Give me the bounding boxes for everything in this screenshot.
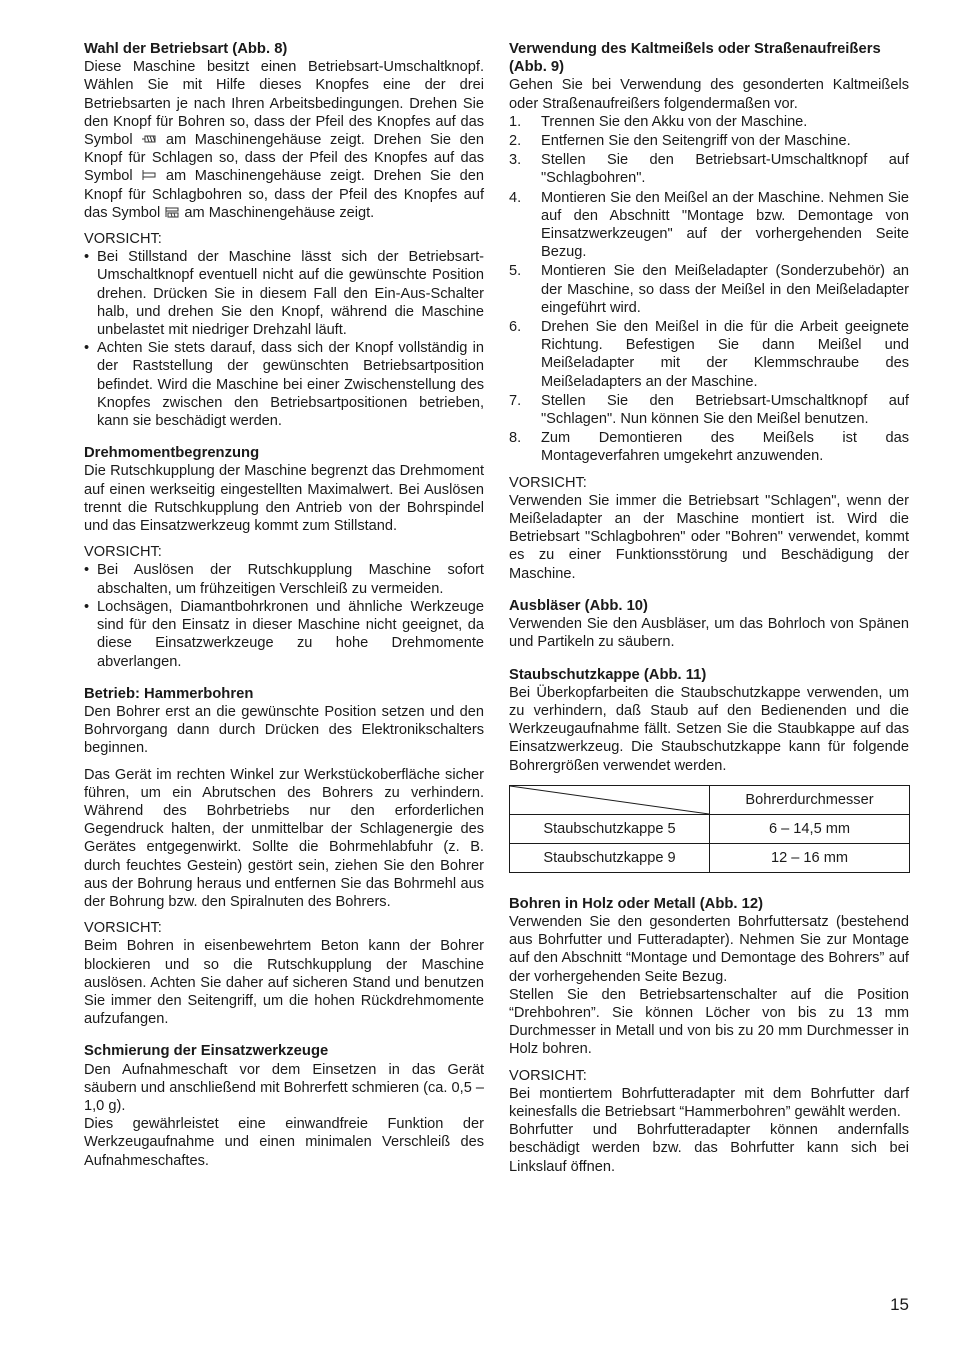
section-text-schmierung: Den Aufnahmeschaft vor dem Einsetzen in das Gerät säubern und anschließend mit Bohrerfett schmieren (ca. 0,5 – 1,0 g). (84, 1061, 484, 1114)
section-title-drehmoment: Drehmomentbegrenzung (84, 445, 260, 462)
list-item: 2. Entfernen Sie den Seitengriff von der Maschine. (509, 133, 851, 150)
caution-text: Verwenden Sie immer die Betriebsart "Schlagen", wenn der Meißeladapter an der Maschine montiert ist. Wird die Betriebsart "Schlagbohren" oder "Bohren" verwendet, kommt es zu einer Funktionsstörung und Beschädigung der Maschine. (509, 492, 909, 582)
section-text-drehmoment: Die Rutschkupplung der Maschine begrenzt das Drehmoment auf einen werkseitig eingestellten Maximalwert. Bei Auslösen trennt die Rutschkupplung den Antrieb von der Bohrspindel und das Einsatzwerkzeug kommt zum Stillstand. (84, 463, 484, 535)
list-item: • Lochsägen, Diamantbohrkronen und ähnliche Werkzeuge sind für den Einsatz in dieser Maschine nicht geeignet, da diese Einsatzwerkzeuge zu hohe Drehmomente abverlangen. (84, 598, 484, 671)
diagonal-line (510, 786, 709, 814)
list-item: 5. Montieren Sie den Meißeladapter (Sonderzubehör) an der Maschine, so dass der Meißel in den Meißeladapter eingeführt wird. (509, 263, 909, 316)
dust-cap-table (509, 785, 910, 873)
page-number: 15 (890, 1295, 909, 1314)
hammer-mode-icon (141, 169, 157, 181)
caution-text: Bohrfutter und Bohrfutteradapter können andernfalls beschädigt werden bzw. das Bohrfutter kann sich bei Linkslauf öffnen. (509, 1122, 909, 1175)
section-title-staubschutzkappe: Staubschutzkappe (Abb. 11) (509, 666, 707, 683)
left-column (84, 40, 484, 1170)
caution-label: VORSICHT: (84, 920, 162, 937)
section-text-staubschutzkappe: Bei Überkopfarbeiten die Staubschutzkappe verwenden, um zu verhindern, daß Staub auf den Bedienenden und die Werkzeugaufnahme fällt. Setzen Sie die Staubkappe auf das Einsatzwerkzeug. Die Staubschutzkappe kann für folgende Bohrergrößen verwendet werden. (509, 684, 909, 774)
section-title-holz-metall: Bohren in Holz oder Metall (Abb. 12) (509, 895, 764, 912)
list-item: 3. Stellen Sie den Betriebsart-Umschaltknopf auf "Schlagbohren". (509, 152, 909, 187)
table-cell: 12 – 16 mm (710, 843, 910, 872)
section-text-betriebsart: Diese Maschine besitzt einen Betriebsart-Umschaltknopf. Wählen Sie mit Hilfe dieses Knopfes eine der drei Betriebsarten je nach Ihren Arbeitsbedingungen. Drehen Sie den Knopf für Bohren so, dass der Pfeil des Knopfes auf das Symbol am Maschinengehäuse zeigt. Drehen Sie den Knopf für Schlagen so, dass der Pfeil des Knopfes auf das Symbol am Maschinengehäuse zeigt. Drehen Sie den Knopf für Schlagbohren so, dass der Pfeil des Knopfes auf das Symbol am Maschinengehäuse zeigt. (84, 59, 485, 221)
table-row (510, 843, 910, 872)
section-text-ausblaeser: Verwenden Sie den Ausbläser, um das Bohrloch von Spänen und Partikeln zu säubern. (509, 616, 909, 651)
table-header-row (510, 785, 910, 814)
section-title-hammerbohren: Betrieb: Hammerbohren (84, 685, 254, 702)
table-cell: 6 – 14,5 mm (710, 814, 910, 843)
section-text-hammerbohren: Den Bohrer erst an die gewünschte Position setzen und den Bohrvorgang dann durch Drücken des Elektronikschalters beginnen. (84, 703, 484, 757)
hammer-drill-mode-icon (164, 206, 180, 218)
caution-label: VORSICHT: (509, 1067, 587, 1084)
list-item: 7. Stellen Sie den Betriebsart-Umschaltknopf auf "Schlagen". Nun können Sie den Meißel benutzen. (509, 392, 909, 428)
list-item: 6. Drehen Sie den Meißel in die für die Arbeit geeignete Richtung. Befestigen Sie dann Meißel und Meißeladapter mit der Klemmschraube des Meißeladapters an der Maschine. (509, 319, 909, 390)
caution-label: VORSICHT: (84, 231, 162, 248)
list-item: • Achten Sie stets darauf, dass sich der Knopf vollständig in der Raststellung der gewünschten Betriebsartposition befindet. Wird die Maschine bei einer Zwischenstellung des Knopfes zwischen den Betriebsartpositionen betrieben, kann sie beschädigt werden. (84, 339, 484, 430)
section-title-schmierung: Schmierung der Einsatzwerkzeuge (84, 1043, 329, 1060)
list-item: • Bei Stillstand der Maschine lässt sich der Betriebsart-Umschaltknopf eventuell nicht auf die gewünschte Position drehen. Drücken Sie in diesem Fall den Ein-Aus-Schalter halb, und drehen Sie den Knopf, während die Maschine unbelastet mit niedriger Drehzahl läuft. (84, 248, 484, 339)
right-column (509, 40, 909, 1176)
steps-list (509, 113, 909, 466)
caution-text: Bei montiertem Bohrfutteradapter mit dem Bohrfutter darf keinesfalls die Betriebsart “Hammerbohren” gewählt werden. (509, 1085, 909, 1120)
section-text-kaltmeissel: Gehen Sie bei Verwendung des gesonderten Kaltmeißels oder Straßenaufreißers folgendermaßen vor. (509, 77, 909, 112)
section-text-hammerbohren: Das Gerät im rechten Winkel zur Werkstückoberfläche sicher führen, um ein Abrutschen des Bohrers zu verhindern. Während des Bohrbetriebs nur den erforderlichen Gegendruck halten, der unmittelbar der Schlagenergie des Gerätes entgegenwirkt. Sollte die Bohrmehlabfuhr (z. B. durch feuchtes Gestein) gestört sein, ziehen Sie den Bohrer aus der Bohrung heraus und entfernen Sie das Bohrmehl aus der Bohrung bzw. den Spiralnuten des Bohrers. (84, 766, 484, 910)
caution-label: VORSICHT: (509, 474, 587, 491)
drill-mode-icon (141, 133, 157, 145)
section-title-betriebsart: Wahl der Betriebsart (Abb. 8) (84, 41, 288, 57)
section-text-holz-metall: Verwenden Sie den gesonderten Bohrfuttersatz (bestehend aus Bohrfutter und Futteradapter). Nehmen Sie zur Montage auf den Abschnitt “Montage und Demontage des Bohrers” auf der vorhergehenden Seite Bezug. (509, 913, 909, 985)
section-text-schmierung: Dies gewährleistet eine einwandfreie Funktion der Werkzeugaufnahme und einen minimalen Verschleiß des Aufnahmeschaftes. (84, 1116, 484, 1169)
table-row (510, 814, 910, 843)
list-item: 8. Zum Demontieren des Meißels ist das Montageverfahren umgekehrt anzuwenden. (509, 430, 909, 465)
table-corner-cell (510, 785, 710, 814)
list-item: • Bei Auslösen der Rutschkupplung Maschine sofort abschalten, um frühzeitigen Verschleiß zu vermeiden. (84, 561, 484, 597)
caution-label: VORSICHT: (84, 544, 162, 561)
table-header: Bohrerdurchmesser (710, 785, 910, 814)
section-title-ausblaeser: Ausbläser (Abb. 10) (509, 597, 648, 614)
section-title-kaltmeissel: Verwendung des Kaltmeißels oder Straßenaufreißers (Abb. 9) (509, 41, 881, 76)
table-cell: Staubschutzkappe 9 (510, 843, 710, 872)
caution-list (84, 248, 484, 430)
caution-list (84, 561, 484, 670)
section-text-holz-metall: Stellen Sie den Betriebsartenschalter auf die Position “Drehbohren”. Sie können Löcher von bis zu 13 mm Durchmesser in Metall und von bis zu 20 mm Durchmesser in Holz bohren. (509, 986, 909, 1058)
list-item: 4. Montieren Sie den Meißel an der Maschine. Nehmen Sie auf den Abschnitt "Montage bzw. Demontage von Einsatzwerkzeugen" auf der vorhergehenden Seite Bezug. (509, 189, 909, 261)
caution-text: Beim Bohren in eisenbewehrtem Beton kann der Bohrer blockieren und so die Rutschkupplung der Maschine auslösen. Achten Sie daher auf sicheren Stand und benutzen Sie immer den Seitengriff, um die hohen Rückdrehmomente aufzufangen. (84, 938, 484, 1028)
table-cell: Staubschutzkappe 5 (510, 814, 710, 843)
list-item: 1. Trennen Sie den Akku von der Maschine. (509, 113, 808, 130)
